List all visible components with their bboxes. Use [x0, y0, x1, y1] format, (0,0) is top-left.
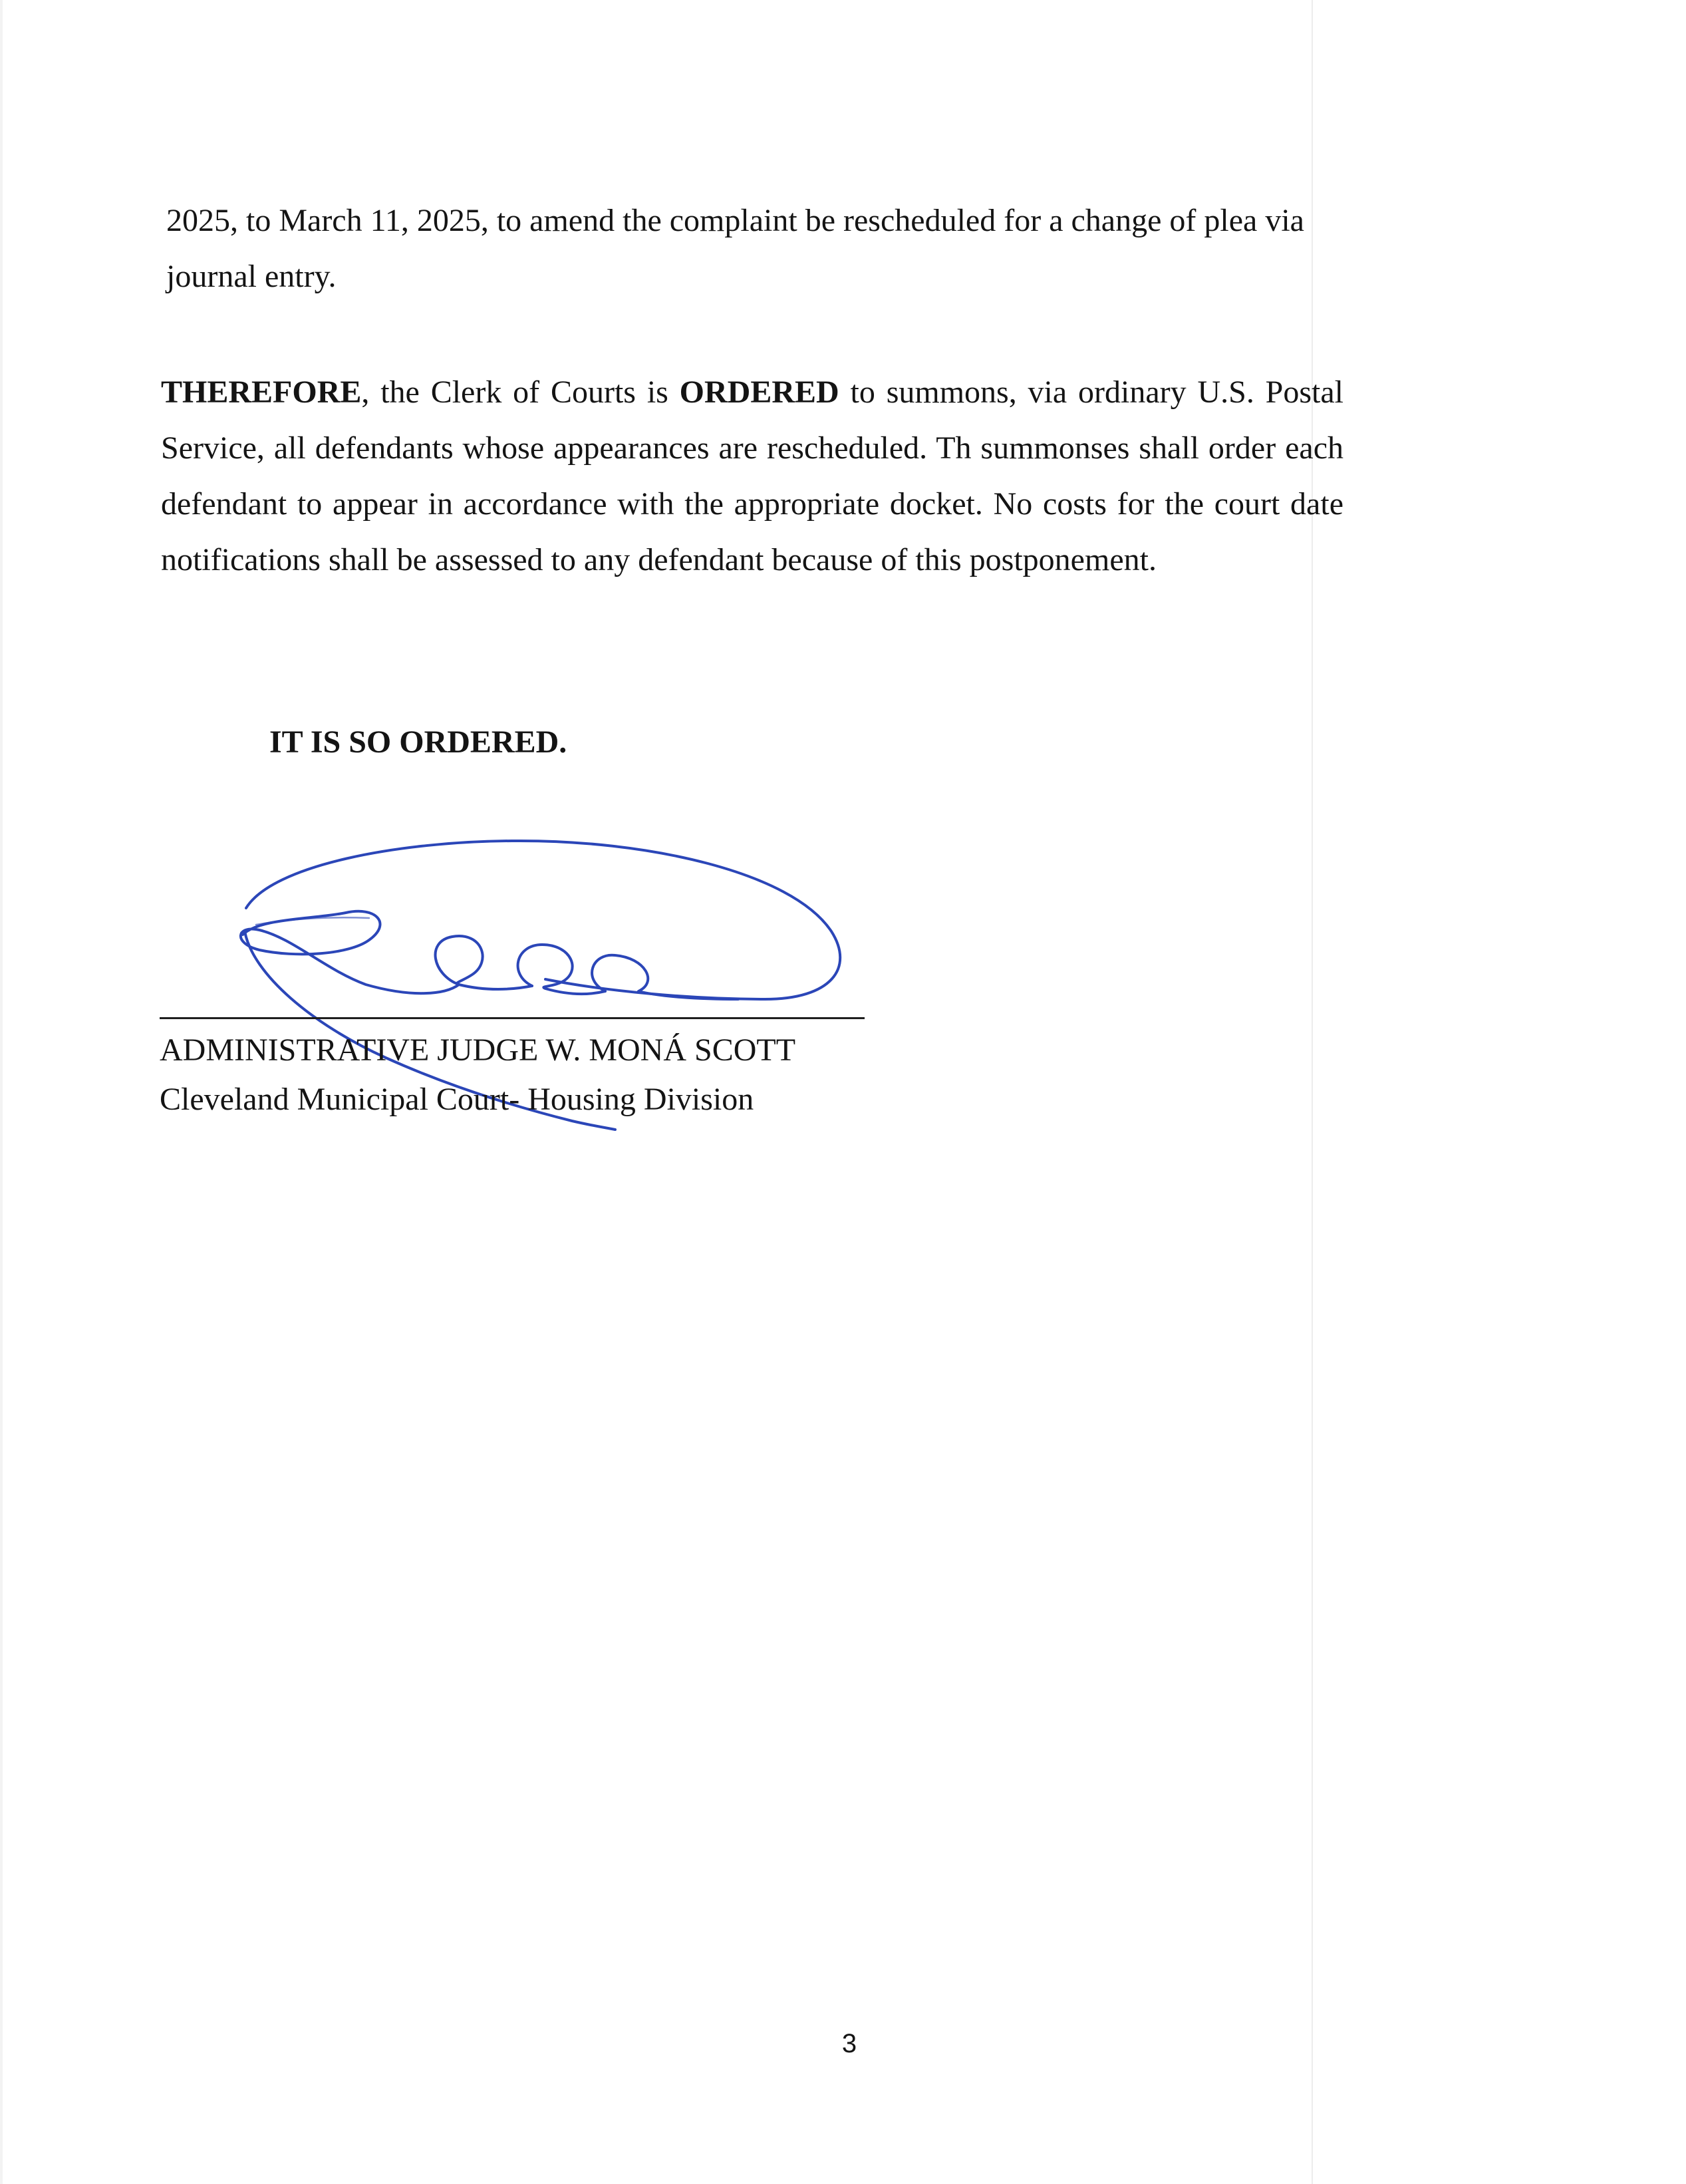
scan-edge-right: [1312, 0, 1313, 2184]
judge-name: ADMINISTRATIVE JUDGE W. MONÁ SCOTT: [160, 1032, 796, 1068]
therefore-text-1: , the Clerk of Courts is: [361, 375, 680, 410]
ordered-word: ORDERED: [679, 375, 839, 410]
continuation-paragraph: 2025, to March 11, 2025, to amend the complaint be rescheduled for a change of plea via journal entry.: [166, 203, 1304, 294]
scan-edge-left: [0, 0, 3, 2184]
court-name: Cleveland Municipal Court- Housing Division: [160, 1082, 754, 1117]
signature-line: [160, 1017, 865, 1019]
so-ordered-heading: IT IS SO ORDERED.: [269, 724, 567, 760]
page-number: 3: [841, 2029, 857, 2058]
therefore-paragraph: [161, 365, 1343, 588]
therefore-text-2: to summons, via ordinary U.S. Postal Service, all defendants whose appearances are rescheduled. Th summonses shall order each defendant to appear in accordance with the appropriate docket. No costs for the court date notifications shall be assessed to any defendant because of this postponement.: [161, 375, 1344, 577]
therefore-lead: THEREFORE: [161, 375, 362, 410]
